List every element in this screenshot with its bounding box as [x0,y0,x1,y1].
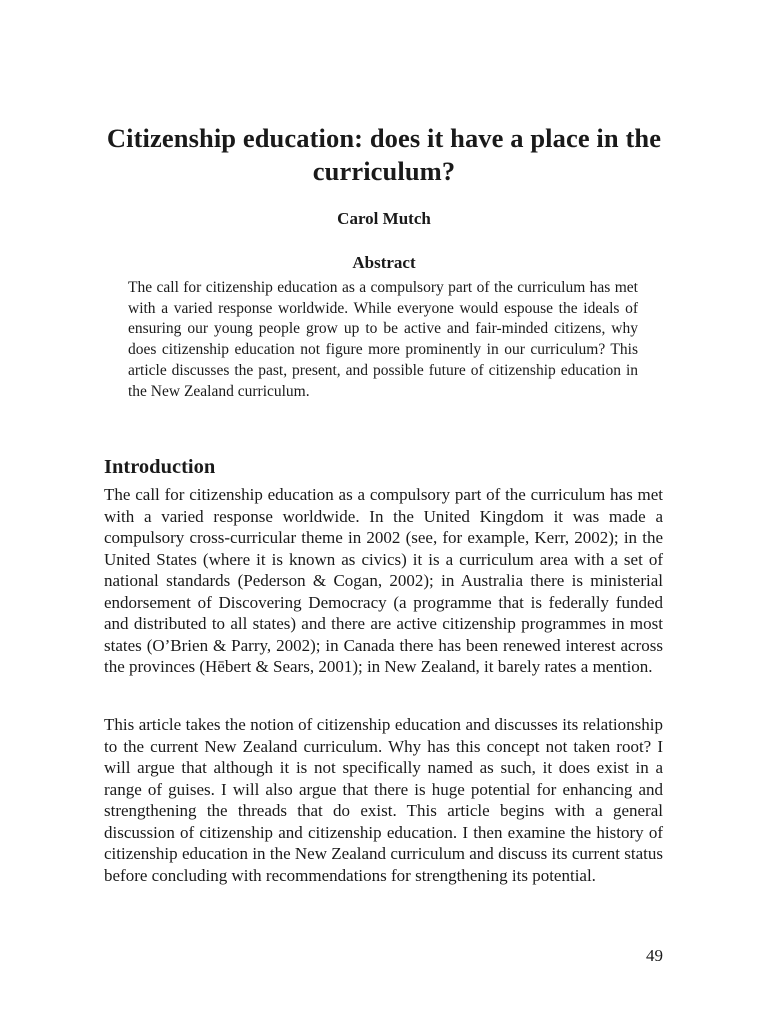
abstract-text: The call for citizenship education as a compulsory part of the curriculum has met with a varied response worldwide. While everyone would espouse the ideals of ensuring our young people grow up to be active and fair-minded citizens, why does citizenship education not figure more prominently in our curriculum? This article discusses the past, present, and possible future of citizenship education in the New Zealand curriculum. [128,279,638,400]
article-author: Carol Mutch [337,209,431,228]
section-heading-introduction: Introduction [104,456,216,478]
abstract-heading: Abstract [352,253,416,272]
body-paragraph: The call for citizenship education as a compulsory part of the curriculum has met with a varied response worldwide. In the United Kingdom it was made a compulsory cross-curricular theme in 2002 (see, for example, Kerr, 2002); in the United States (where it is known as civics) it is a curriculum area with a set of national standards (Pederson & Cogan, 2002); in Australia there is ministerial endorsement of Discovering Democracy (a programme that is federally funded and distributed to all states) and there are active citizenship programmes in most states (O’Brien & Parry, 2002); in Canada there has been renewed interest across the provinces (Hēbert & Sears, 2001); in New Zealand, it barely rates a mention. [104,485,663,676]
page-number: 49 [646,946,663,965]
body-paragraph: This article takes the notion of citizenship education and discusses its relationship to the current New Zealand curriculum. Why has this concept not taken root? I will argue that although it is not specifically named as such, it does exist in a range of guises. I will also argue that there is huge potential for enhancing and strengthening the threads that do exist. This article begins with a general discussion of citizenship and citizenship education. I then examine the history of citizenship education in the New Zealand curriculum and discuss its current status before concluding with recommendations for strengthening its potential. [104,715,663,885]
article-title: Citizenship education: does it have a place in the curriculum? [106,123,662,186]
